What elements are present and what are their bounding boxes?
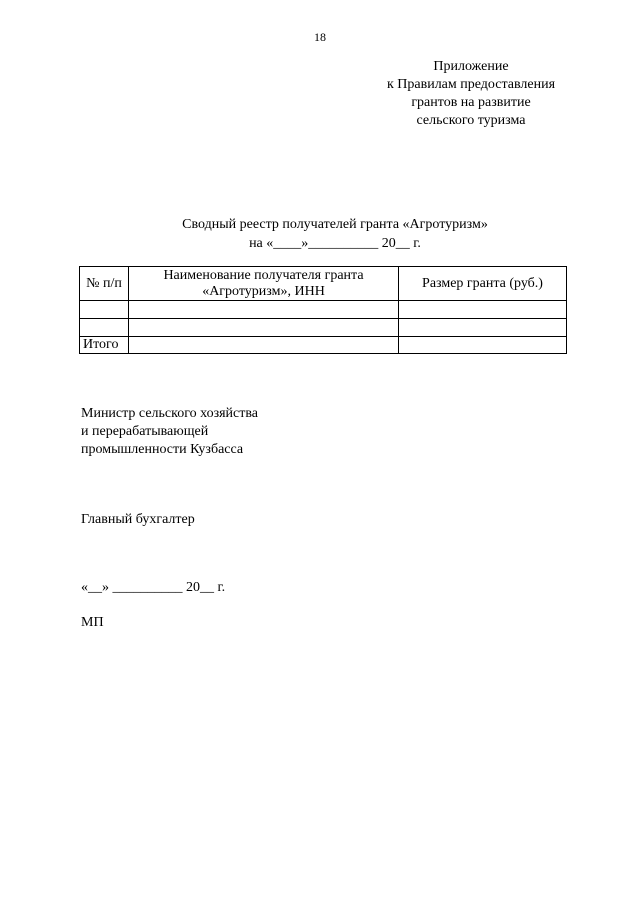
minister-title-line: Министр сельского хозяйства bbox=[81, 406, 258, 421]
header-number: № п/п bbox=[80, 267, 129, 301]
appendix-line: к Правилам предоставления bbox=[386, 77, 556, 92]
header-recipient: Наименование получателя гранта «Агротуризм», ИНН bbox=[129, 267, 399, 301]
table-header-row bbox=[80, 267, 567, 301]
header-grant-amount: Размер гранта (руб.) bbox=[399, 267, 567, 301]
table-cell bbox=[399, 319, 567, 337]
page-number: 18 bbox=[314, 30, 326, 44]
title-line: Сводный реестр получателей гранта «Агротуризм» bbox=[182, 217, 488, 232]
signature-date: «__» __________ 20__ г. bbox=[81, 580, 226, 595]
table-row bbox=[80, 319, 567, 337]
minister-title-line: и перерабатывающей bbox=[81, 424, 209, 439]
table-cell bbox=[129, 337, 399, 354]
minister-signature-block bbox=[81, 405, 258, 459]
table-total-row bbox=[80, 337, 567, 354]
table-cell bbox=[80, 301, 129, 319]
minister-title-line: промышленности Кузбасса bbox=[81, 442, 244, 457]
chief-accountant-label: Главный бухгалтер bbox=[81, 512, 195, 527]
title-date-line: на «____»__________ 20__ г. bbox=[249, 236, 421, 251]
appendix-line: грантов на развитие bbox=[411, 95, 531, 110]
registry-table bbox=[79, 266, 567, 354]
table-cell bbox=[129, 319, 399, 337]
table-cell bbox=[129, 301, 399, 319]
appendix-line: сельского туризма bbox=[416, 113, 526, 128]
total-label: Итого bbox=[80, 337, 129, 354]
table-cell bbox=[80, 319, 129, 337]
table-cell bbox=[399, 301, 567, 319]
appendix-line: Приложение bbox=[433, 59, 509, 74]
table-cell bbox=[399, 337, 567, 354]
table-row bbox=[80, 301, 567, 319]
stamp-placeholder: МП bbox=[81, 615, 104, 630]
appendix-heading bbox=[370, 58, 572, 130]
document-title bbox=[0, 215, 640, 253]
